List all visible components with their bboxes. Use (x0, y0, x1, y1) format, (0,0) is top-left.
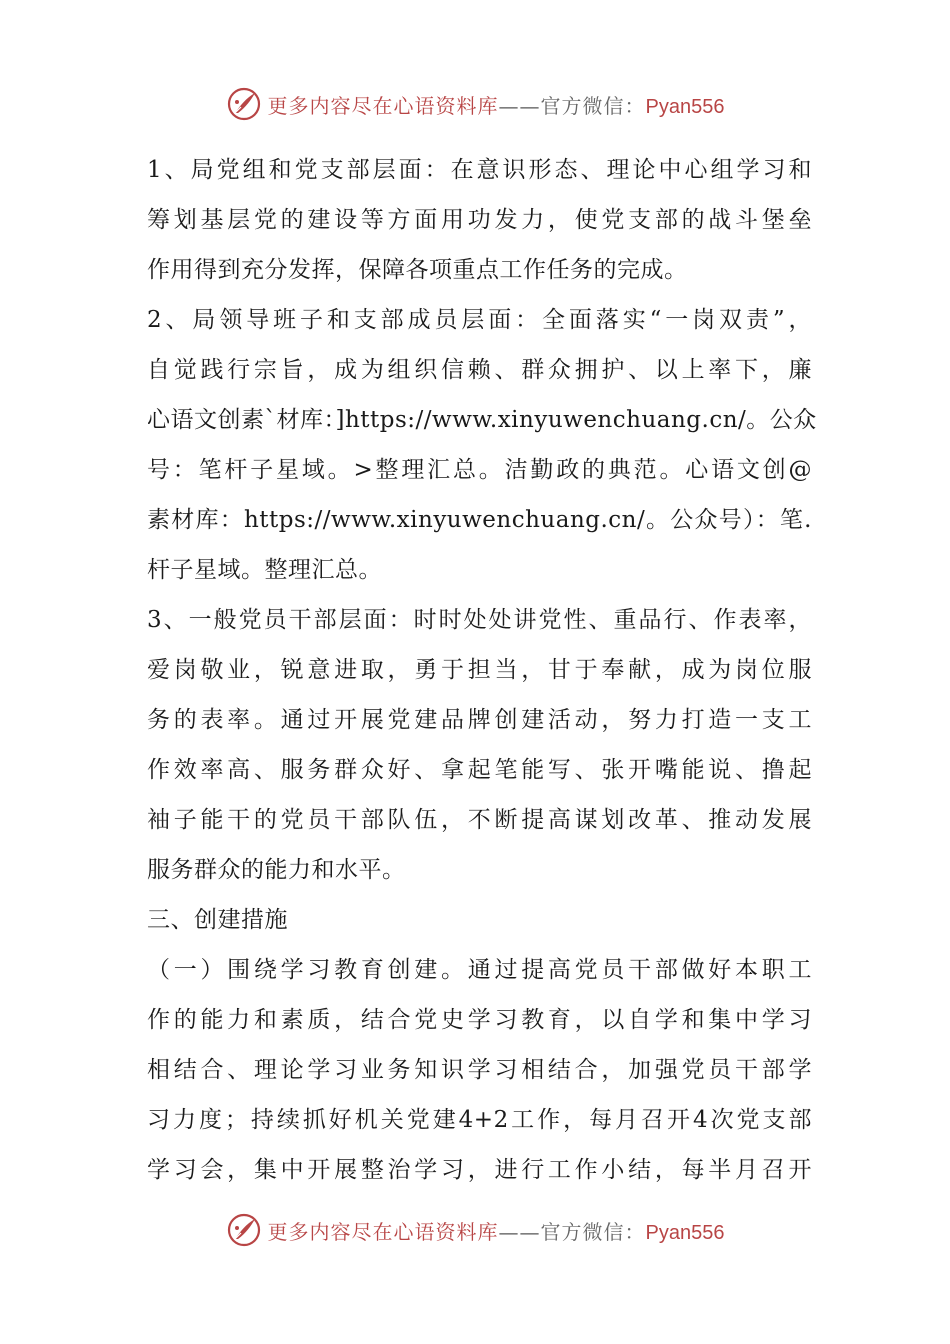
text-line: 心语文创素`材库：]https://www.xinyuwenchuang.cn/。公众 (147, 407, 817, 433)
text-line: 2、局领导班子和支部成员层面：全面落实“一岗双责”， (147, 307, 812, 333)
page-header (0, 84, 950, 124)
page-footer (0, 1210, 950, 1250)
text-line: 作的能力和素质，结合党史学习教育，以自学和集中学习 (147, 1007, 812, 1033)
footer-brand: 更多内容尽在心语资料库 (267, 1219, 499, 1244)
footer-dash: —— (498, 1219, 541, 1244)
footer-banner (268, 1216, 725, 1245)
text-line: 袖子能干的党员干部队伍，不断提高谋划改革、推动发展 (147, 807, 812, 833)
text-line: （一）围绕学习教育创建。通过提高党员干部做好本职工 (147, 957, 812, 983)
footer-wechat-id: Pyan556 (645, 1221, 725, 1244)
text-line: 作效率高、服务群众好、拿起笔能写、张开嘴能说、撸起 (147, 757, 812, 783)
header-official-label: 官方微信： (540, 93, 646, 118)
text-line: 作用得到充分发挥，保障各项重点工作任务的完成。 (147, 257, 688, 283)
document-body (147, 145, 817, 1195)
section-heading: 三、创建措施 (147, 907, 288, 933)
footer-official-label: 官方微信： (540, 1219, 646, 1244)
header-wechat-id: Pyan556 (645, 95, 725, 118)
text-line: 3、一般党员干部层面：时时处处讲党性、重品行、作表率， (147, 607, 812, 633)
text-line: 筹划基层党的建设等方面用功发力，使党支部的战斗堡垒 (147, 207, 812, 233)
text-line: 相结合、理论学习业务知识学习相结合，加强党员干部学 (147, 1057, 812, 1083)
text-line: 号：笔杆子星域。>整理汇总。洁勤政的典范。心语文创@ (147, 457, 812, 483)
text-line: 杆子星域。整理汇总。 (147, 557, 382, 583)
text-line: 1、局党组和党支部层面：在意识形态、理论中心组学习和 (147, 157, 812, 183)
text-line: 素材库：https://www.xinyuwenchuang.cn/。公众号）：笔. (147, 507, 812, 533)
header-banner (268, 90, 725, 119)
header-dash: —— (498, 93, 541, 118)
quill-logo-icon (226, 1212, 262, 1248)
header-brand: 更多内容尽在心语资料库 (267, 93, 499, 118)
text-line: 学习会，集中开展整治学习，进行工作小结，每半月召开 (147, 1157, 812, 1183)
text-line: 务的表率。通过开展党建品牌创建活动，努力打造一支工 (147, 707, 812, 733)
text-line: 服务群众的能力和水平。 (147, 857, 406, 883)
text-line: 爱岗敬业，锐意进取，勇于担当，甘于奉献，成为岗位服 (147, 657, 812, 683)
quill-logo-icon (226, 86, 262, 122)
text-line: 自觉践行宗旨，成为组织信赖、群众拥护、以上率下，廉 (147, 357, 812, 383)
text-line: 习力度；持续抓好机关党建4+2工作，每月召开4次党支部 (147, 1107, 812, 1133)
